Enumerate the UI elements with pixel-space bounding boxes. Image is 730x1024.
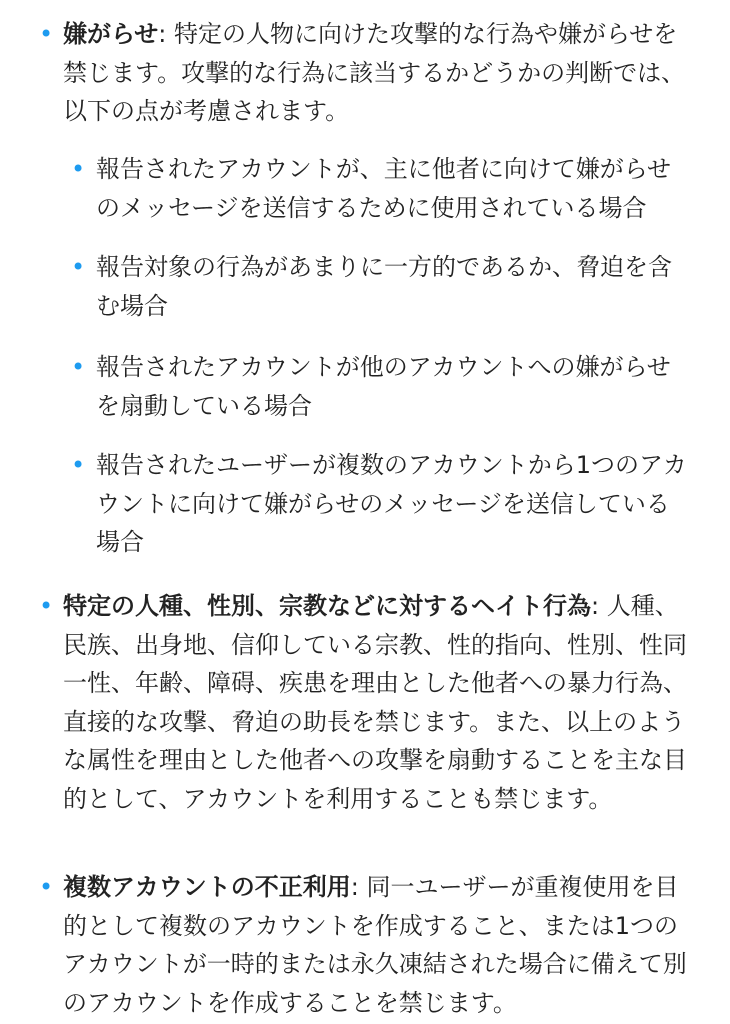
- bullet-icon: •: [71, 253, 86, 281]
- bullet-icon: •: [71, 451, 86, 479]
- rule-text: : 同一ユーザーが重複使用を目的として複数のアカウントを作成すること、または1つのアカウントが一時的または永久凍結された場合に備えて別のアカウントを作成することを禁じます。: [63, 873, 687, 1017]
- bullet-icon: •: [39, 592, 54, 620]
- rule-text: : 人種、民族、出身地、信仰している宗教、性的指向、性別、性同一性、年齢、障碍、疾患を理由とした他者への暴力行為、直接的な攻撃、脅迫の助長を禁じます。また、以上のような属性を理由とした他者への攻撃を扇動することを主な目的として、アカウントを利用することも禁じます。: [63, 592, 687, 813]
- sub-item: [71, 446, 690, 562]
- rule-hate-conduct: [39, 587, 693, 818]
- sub-item-text: 報告されたユーザーが複数のアカウントから1つのアカウントに向けて嫌がらせのメッセージを送信している場合: [96, 451, 687, 556]
- sub-item-text: 報告されたアカウントが他のアカウントへの嫌がらせを扇動している場合: [96, 353, 671, 420]
- sub-item: [71, 348, 690, 425]
- bullet-icon: •: [39, 20, 54, 48]
- bullet-icon: •: [71, 155, 86, 183]
- bullet-icon: •: [71, 353, 86, 381]
- sub-item: [71, 248, 690, 325]
- rule-multiple-accounts: [39, 868, 693, 1022]
- rule-term: 複数アカウントの不正利用: [63, 873, 351, 901]
- rule-text: : 特定の人物に向けた攻撃的な行為や嫌がらせを禁じます。攻撃的な行為に該当するかどうかの判断では、以下の点が考慮されます。: [63, 20, 686, 125]
- rule-harassment: [39, 15, 693, 131]
- bullet-icon: •: [39, 873, 54, 901]
- rule-term: 特定の人種、性別、宗教などに対するヘイト行為: [63, 592, 591, 620]
- sub-item-text: 報告されたアカウントが、主に他者に向けて嫌がらせのメッセージを送信するために使用されている場合: [96, 155, 672, 222]
- sub-item: [71, 150, 690, 227]
- sub-item-text: 報告対象の行為があまりに一方的であるか、脅迫を含む場合: [96, 253, 672, 320]
- rule-term: 嫌がらせ: [63, 20, 159, 48]
